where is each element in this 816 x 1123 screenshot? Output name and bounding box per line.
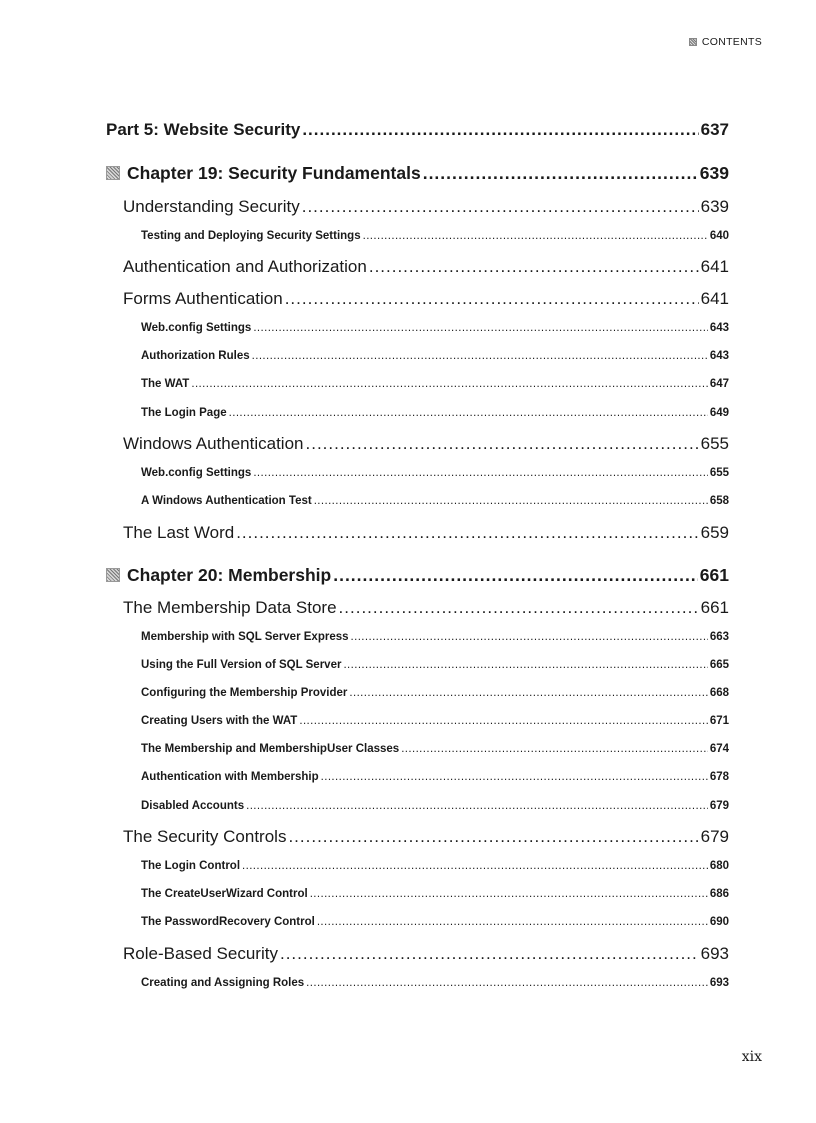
toc-entry-page: 641 [700,257,729,276]
toc-subsection-entry[interactable] [141,888,729,900]
toc-chapter-page: 661 [699,565,729,585]
leader-dots [285,289,699,309]
leader-dots [236,523,698,543]
leader-dots [302,197,699,217]
leader-dots [343,659,707,671]
leader-dots [306,977,708,989]
leader-dots [306,434,699,454]
toc-entry-title: Web.config Settings [141,467,252,479]
toc-entry-page: 655 [709,467,729,479]
leader-dots [246,800,708,812]
toc-subsection-entry[interactable] [141,350,729,362]
leader-dots [321,771,708,783]
toc-entry-title: Using the Full Version of SQL Server [141,659,342,671]
toc-entry-title: Membership with SQL Server Express [141,631,349,643]
leader-dots [339,598,699,618]
toc-entry-page: 659 [700,523,729,542]
toc-entry-page: 639 [700,197,729,216]
toc-section-entry[interactable] [123,257,729,277]
toc-chapter-page: 639 [699,163,729,183]
leader-dots [423,163,698,184]
leader-dots [299,715,707,727]
toc-entry-title: Windows Authentication [123,434,304,453]
leader-dots [314,495,708,507]
toc-entry-title: Understanding Security [123,197,300,216]
square-bullet-icon [106,568,120,582]
toc-entry-title: Authentication and Authorization [123,257,367,276]
toc-entry-title: The Login Page [141,407,227,419]
toc-part-title: Part 5: Website Security [106,120,301,139]
toc-entry-title: A Windows Authentication Test [141,495,312,507]
toc-entry-title: The WAT [141,378,190,390]
toc-entry-page: 679 [700,827,729,846]
leader-dots [363,230,708,242]
toc-subsection-entry[interactable] [141,916,729,928]
toc-entry-title: The Security Controls [123,827,287,846]
toc-entry-title: Creating Users with the WAT [141,715,298,727]
toc-entry-page: 671 [709,715,729,727]
toc-subsection-entry[interactable] [141,378,729,390]
leader-dots [310,888,708,900]
toc-subsection-entry[interactable] [141,659,729,671]
toc-subsection-entry[interactable] [141,230,729,242]
leader-dots [253,322,707,334]
toc-subsection-entry[interactable] [141,467,729,479]
toc-entry-page: 641 [700,289,729,308]
toc-subsection-entry[interactable] [141,322,729,334]
toc-entry-title: Forms Authentication [123,289,283,308]
toc-entry-page: 686 [709,888,729,900]
leader-dots [349,687,707,699]
toc-entry-page: 678 [709,771,729,783]
toc-section-entry[interactable] [123,289,729,309]
toc-section-entry[interactable] [123,944,729,964]
toc-entry-title: Role-Based Security [123,944,278,963]
toc-subsection-entry[interactable] [141,407,729,419]
toc-subsection-entry[interactable] [141,800,729,812]
toc-section-entry[interactable] [123,523,729,543]
header-label: CONTENTS [701,36,762,48]
toc-entry-title: The Membership and MembershipUser Classes [141,743,400,755]
toc-subsection-entry[interactable] [141,771,729,783]
toc-entry-page: 680 [709,860,729,872]
toc-entry-title: The CreateUserWizard Control [141,888,308,900]
leader-dots [333,565,698,586]
toc-entry-title: The Login Control [141,860,241,872]
leader-dots [229,407,708,419]
toc-entry-title: The Membership Data Store [123,598,337,617]
leader-dots [302,120,698,140]
toc-entry-page: 643 [709,322,729,334]
leader-dots [288,827,698,847]
toc-subsection-entry[interactable] [141,977,729,989]
toc-entry-page: 640 [709,230,729,242]
toc-subsection-entry[interactable] [141,631,729,643]
toc-entry-title: Disabled Accounts [141,800,245,812]
toc-subsection-entry[interactable] [141,687,729,699]
toc-entry-title: Configuring the Membership Provider [141,687,348,699]
toc-entry-page: 663 [709,631,729,643]
toc-part-page: 637 [700,120,729,139]
leader-dots [191,378,707,390]
toc-entry-title: Web.config Settings [141,322,252,334]
toc-part-entry[interactable] [106,120,729,140]
toc-entry-page: 668 [709,687,729,699]
toc-entry-page: 693 [700,944,729,963]
toc-subsection-entry[interactable] [141,495,729,507]
toc-entry-page: 679 [709,800,729,812]
toc-subsection-entry[interactable] [141,743,729,755]
leader-dots [351,631,708,643]
toc-entry-page: 693 [709,977,729,989]
toc-entry-page: 647 [709,378,729,390]
toc-entry-page: 674 [709,743,729,755]
toc-entry-page: 665 [709,659,729,671]
toc-chapter-entry[interactable] [106,565,729,586]
toc-chapter-title: Chapter 19: Security Fundamentals [106,163,421,184]
toc-section-entry[interactable] [123,197,729,217]
leader-dots [280,944,699,964]
toc-subsection-entry[interactable] [141,860,729,872]
toc-entry-page: 661 [700,598,729,617]
leader-dots [253,467,707,479]
square-bullet-icon [106,166,120,180]
toc-subsection-entry[interactable] [141,715,729,727]
toc-section-entry[interactable] [123,434,729,454]
leader-dots [252,350,708,362]
toc-entry-page: 655 [700,434,729,453]
toc-section-entry[interactable] [123,598,729,618]
toc-entry-page: 649 [709,407,729,419]
toc-section-entry[interactable] [123,827,729,847]
toc-chapter-entry[interactable] [106,163,729,184]
leader-dots [369,257,699,277]
page-number: xix [741,1049,762,1065]
leader-dots [317,916,708,928]
toc-entry-page: 690 [709,916,729,928]
toc-entry-title: The PasswordRecovery Control [141,916,315,928]
running-header [689,36,762,48]
square-bullet-icon [689,38,697,46]
leader-dots [401,743,708,755]
toc-entry-page: 643 [709,350,729,362]
toc-entry-page: 658 [709,495,729,507]
toc-entry-title: Testing and Deploying Security Settings [141,230,361,242]
toc-entry-title: The Last Word [123,523,235,542]
toc-entry-title: Authentication with Membership [141,771,319,783]
toc-entry-title: Authorization Rules [141,350,250,362]
toc-entry-title: Creating and Assigning Roles [141,977,305,989]
leader-dots [242,860,708,872]
toc-chapter-title: Chapter 20: Membership [106,565,331,586]
